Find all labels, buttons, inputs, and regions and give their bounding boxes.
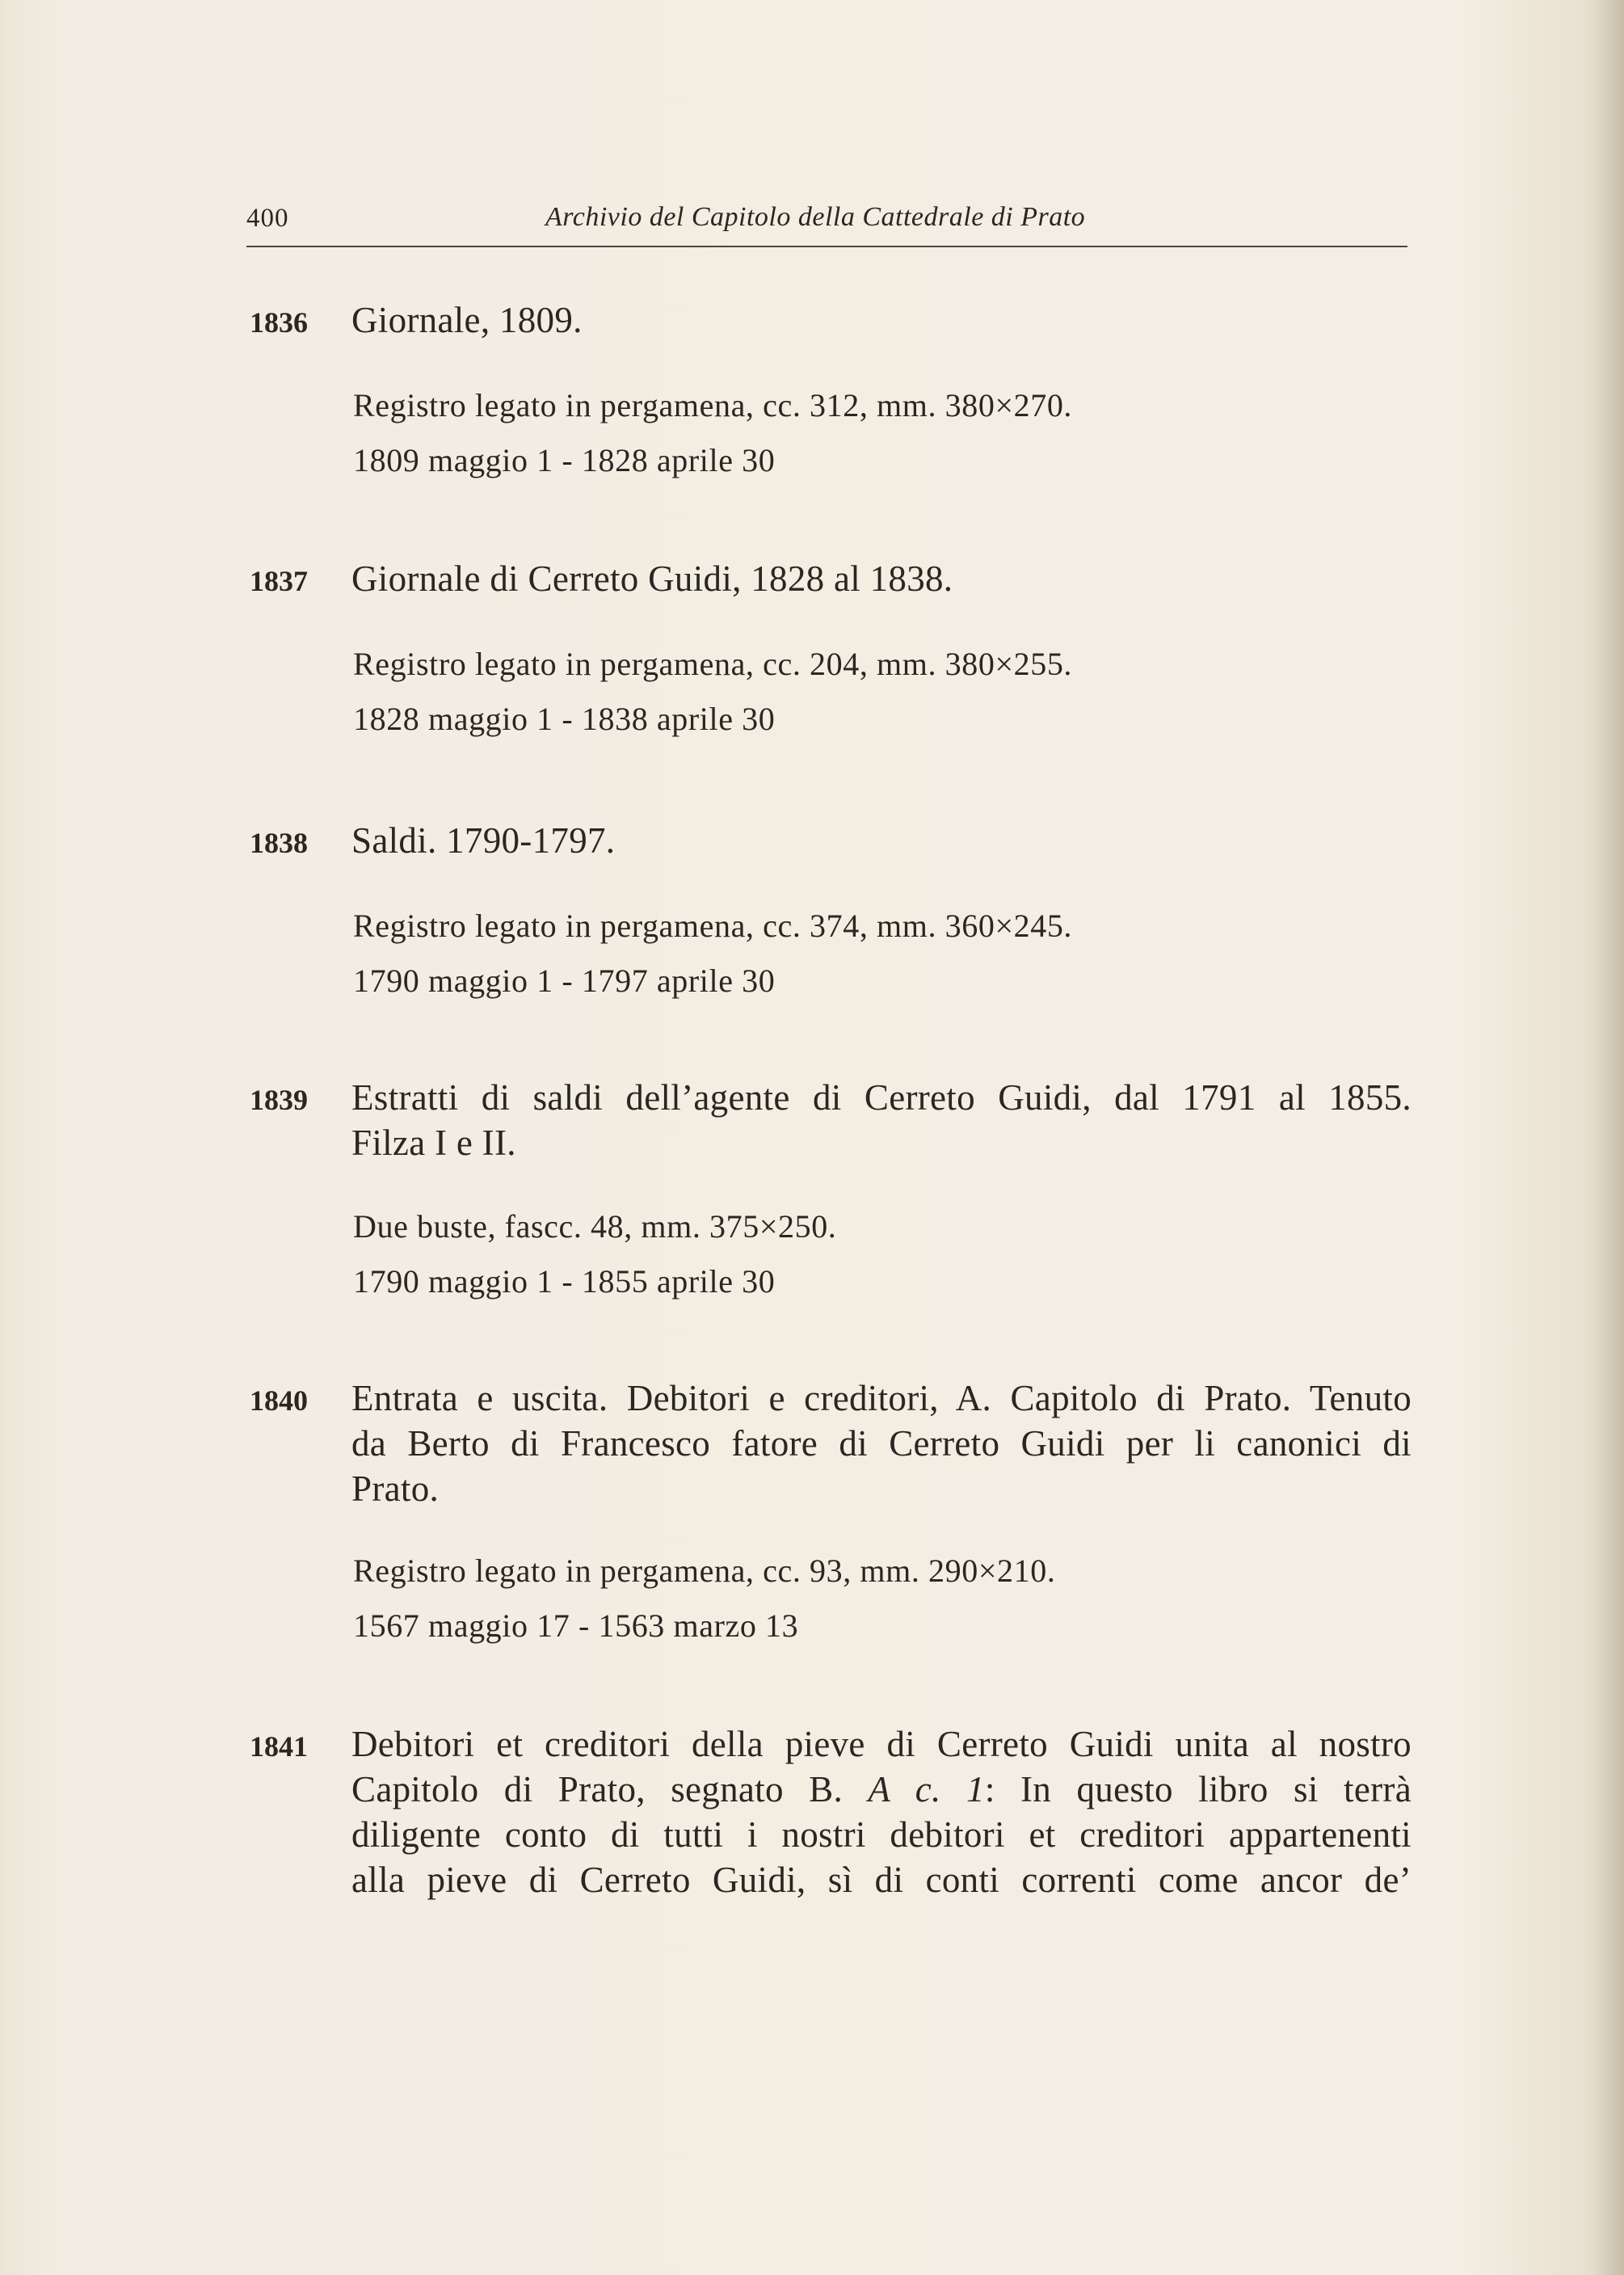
entry-title-line: da Berto di Francesco fatore di Cerreto Guidi per li canonici di: [351, 1423, 1412, 1464]
entry-title-line: alla pieve di Cerreto Guidi, sì di conti correnti come ancor de’: [351, 1860, 1412, 1900]
entry-title: [351, 1721, 1412, 1902]
entry-title-line: Debitori et creditori della pieve di Cerreto Guidi unita al nostro: [351, 1724, 1412, 1764]
entry-description: Registro legato in pergamena, cc. 312, mm. 380×270.: [353, 387, 1073, 423]
entry-description: Registro legato in pergamena, cc. 204, mm. 380×255.: [353, 646, 1073, 682]
reference-colon: :: [984, 1769, 995, 1809]
entry-description: Due buste, fascc. 48, mm. 375×250.: [353, 1208, 837, 1245]
entry-number: 1837: [250, 565, 308, 597]
entry-title-line: Saldi. 1790-1797.: [351, 820, 616, 861]
entry-title-line: Giornale di Cerreto Guidi, 1828 al 1838.: [351, 558, 953, 599]
entry-description: Registro legato in pergamena, cc. 93, mm. 290×210.: [353, 1552, 1056, 1589]
entry-number: 1841: [250, 1730, 308, 1763]
entry-description: Registro legato in pergamena, cc. 374, mm. 360×245.: [353, 908, 1073, 944]
entry-number: 1838: [250, 827, 308, 859]
entry-dates: 1790 maggio 1 - 1797 aprile 30: [353, 963, 776, 999]
entry-title-line: Estratti di saldi dell’agente di Cerreto Guidi, dal 1791 al 1855.: [351, 1077, 1412, 1118]
entry-title: [351, 1075, 1412, 1165]
entry-title: [351, 297, 1412, 343]
entry-title-line: diligente conto di tutti i nostri debitori et creditori appartenenti: [351, 1814, 1412, 1855]
entry-dates: 1809 maggio 1 - 1828 aprile 30: [353, 442, 776, 478]
entry-title-line: Prato.: [351, 1468, 440, 1509]
entry-number: 1839: [250, 1084, 308, 1116]
entry-title-line-with-italic: [351, 1767, 1412, 1812]
entry-title-line: Entrata e uscita. Debitori e creditori, A. Capitolo di Prato. Tenuto: [351, 1378, 1412, 1418]
entry-number: 1836: [250, 306, 308, 339]
entry-number: 1840: [250, 1384, 308, 1417]
italic-reference: A c. 1: [868, 1769, 985, 1809]
running-title: Archivio del Capitolo della Cattedrale di Prato: [545, 202, 1086, 232]
entry-title: [351, 556, 1412, 601]
entry-dates: 1790 maggio 1 - 1855 aprile 30: [353, 1263, 776, 1300]
entry-title: [351, 818, 1412, 863]
entry-title-line: Filza I e II.: [351, 1123, 516, 1163]
page-edge-shadow: [1592, 0, 1624, 2275]
entry-title-line: Giornale, 1809.: [351, 300, 583, 340]
entry-dates: 1828 maggio 1 - 1838 aprile 30: [353, 701, 776, 737]
entry-title: [351, 1376, 1412, 1511]
entry-dates: 1567 maggio 17 - 1563 marzo 13: [353, 1607, 799, 1644]
page-number: 400: [246, 204, 289, 233]
entry-title-segment: Capitolo di Prato, segnato B.: [351, 1769, 844, 1809]
entry-title-segment: In questo libro si terrà: [1020, 1769, 1412, 1809]
page-header: [246, 200, 1407, 247]
